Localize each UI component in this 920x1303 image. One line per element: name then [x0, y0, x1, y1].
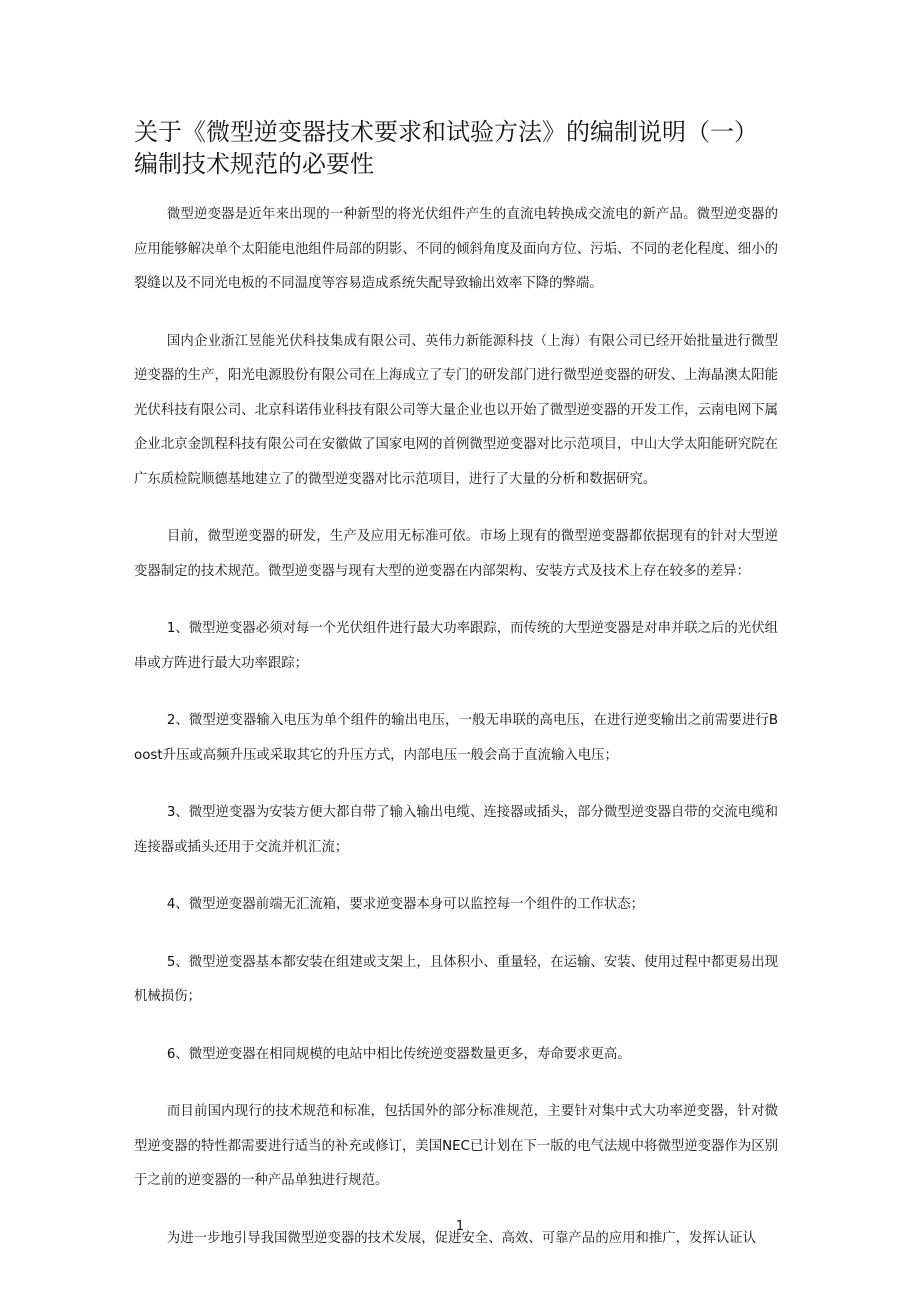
document-title-line-2: 编制技术规范的必要性 [134, 150, 374, 178]
paragraph-domestic-companies: 国内企业浙江昱能光伏科技集成有限公司、英伟力新能源科技（上海）有限公司已经开始批量进行微型逆变器的生产，阳光电源股份有限公司在上海成立了专门的研发部门进行微型逆变器的研发、上海晶澳太阳能光伏科技有限公司、北京科诺伟业科技有限公司等大量企业也以开始了微型逆变器的开发工作，云南电网下属企业北京金凯程科技有限公司在安徽做了国家电网的首例微型逆变器对比示范项目，中山大学太阳能研究院在广东质检院顺德基地建立了的微型逆变器对比示范项目，进行了大量的分析和数据研究。 [134, 333, 778, 487]
page-number: 1 [455, 1219, 465, 1234]
paragraph-intro: 微型逆变器是近年来出现的一种新型的将光伏组件产生的直流电转换成交流电的新产品。微型逆变器的应用能够解决单个太阳能电池组件局部的阴影、不同的倾斜角度及面向方位、污垢、不同的老化程度、细小的裂缝以及不同光电板的不同温度等容易造成系统失配导致输出效率下降的弊端。 [134, 207, 778, 291]
document-title-line-1: 关于《微型逆变器技术要求和试验方法》的编制说明（一） [134, 118, 758, 146]
list-item-6: 6、微型逆变器在相同规模的电站中相比传统逆变器数量更多，寿命要求更高。 [166, 1046, 631, 1062]
list-item-4: 4、微型逆变器前端无汇流箱，要求逆变器本身可以监控每一个组件的工作状态； [166, 897, 645, 912]
paragraph-current-status: 目前，微型逆变器的研发，生产及应用无标准可依。市场上现有的微型逆变器都依据现有的针对大型逆变器制定的技术规范。微型逆变器与现有大型的逆变器在内部架构、安装方式及技术上存在较多的差异： [134, 529, 778, 579]
list-item-5: 5、微型逆变器基本都安装在组建或支架上，且体积小、重量轻，在运输、安装、使用过程中都更易出现机械损伤； [134, 954, 778, 1004]
list-item-3: 3、微型逆变器为安装方便大都自带了输入输出电缆、连接器或插头，部分微型逆变器自带的交流电缆和连接器或插头还用于交流并机汇流； [134, 805, 778, 855]
document-body [134, 198, 778, 1279]
paragraph-standards: 而目前国内现行的技术规范和标准，包括国外的部分标准规范，主要针对集中式大功率逆变器，针对微型逆变器的特性都需要进行适当的补充或修订，美国NEC已计划在下一版的电气法规中将微型逆变器作为区别于之前的逆变器的一种产品单独进行规范。 [134, 1104, 778, 1188]
list-item-1: 1、微型逆变器必须对每一个光伏组件进行最大功率跟踪，而传统的大型逆变器是对串并联之后的光伏组串或方阵进行最大功率跟踪； [134, 621, 778, 671]
paragraph-guidance: 为进一步地引导我国微型逆变器的技术发展，促进安全、高效、可靠产品的应用和推广，发挥认证认 [166, 1230, 757, 1246]
list-item-2: 2、微型逆变器输入电压为单个组件的输出电压，一般无串联的高电压，在进行逆变输出之前需要进行Boost升压或高频升压或采取其它的升压方式，内部电压一般会高于直流输入电压； [134, 713, 778, 763]
